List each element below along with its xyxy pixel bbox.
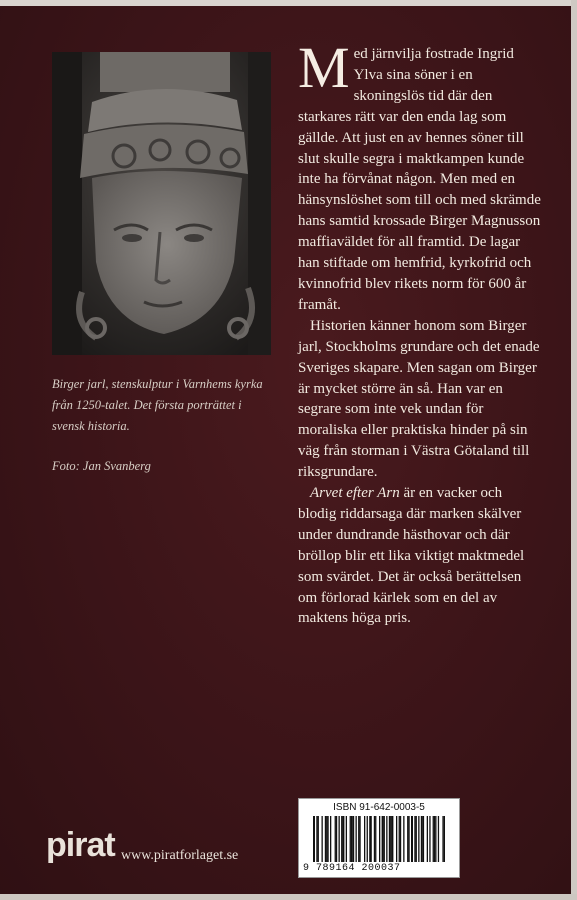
barcode-label (298, 798, 460, 878)
blurb-paragraph-1 (298, 35, 544, 316)
page-edge-right (571, 0, 577, 900)
photo-caption (52, 374, 274, 477)
publisher-url[interactable]: www.piratforlaget.se (121, 848, 239, 863)
blurb-text (298, 35, 544, 629)
barcode-digits: 9 789164 200037 (303, 863, 401, 874)
blurb-paragraph-2: Historien känner honom som Birger jarl, Stockholms grundare och det enade Sveriges skapare. Men sagan om Birger är mycket större än så. Han var en segrare som inte vek undan för moraliska eller praktiska hinder på sin väg från storman i Västra Götaland till riksgrundare. (298, 317, 540, 481)
page-edge-top (0, 0, 577, 6)
book-title-italic: Arvet efter Arn (310, 485, 400, 502)
isbn-text: ISBN 91-642-0003-5 (333, 802, 425, 813)
blurb-paragraph-3 (298, 483, 544, 629)
blurb-paragraph-1-text: ed järnvilja fostrade Ingrid Ylva sina söner i en skoningslös tid där den starkares rätt var den enda lag som gällde. Att just en av hennes söner till slut skulle segra i maktkampen kunde inte ha förvånat någon. Men med en hänsynslöshet som till och med skrämde hans samtid krossade Birger Magnusson maffiaväldet för all framtid. De lagar han stiftade om hemfrid, kyrkofrid och kvinnofrid blev rikets norm för 600 år framåt. (298, 46, 541, 313)
caption-text: Birger jarl, stenskulptur i Varnhems kyrka från 1250-talet. Det första porträttet i svensk historia. (52, 377, 263, 433)
drop-cap: M (298, 35, 350, 100)
publisher-logo: pirat (46, 826, 115, 864)
page-edge-bottom (0, 894, 577, 900)
photo-credit: Foto: Jan Svanberg (52, 459, 151, 473)
sculpture-photo (52, 52, 271, 355)
barcode-bars (313, 816, 445, 862)
stone-head-illustration (52, 52, 271, 355)
blurb-paragraph-3-text: är en vacker och blodig riddarsaga där marken skälver under dundrande hästhovar och där bröllop blir ett lika viktigt maktmedel som svärdet. Det är också berättelsen om förlorad kärlek som en del av maktens höga pris. (298, 485, 525, 627)
